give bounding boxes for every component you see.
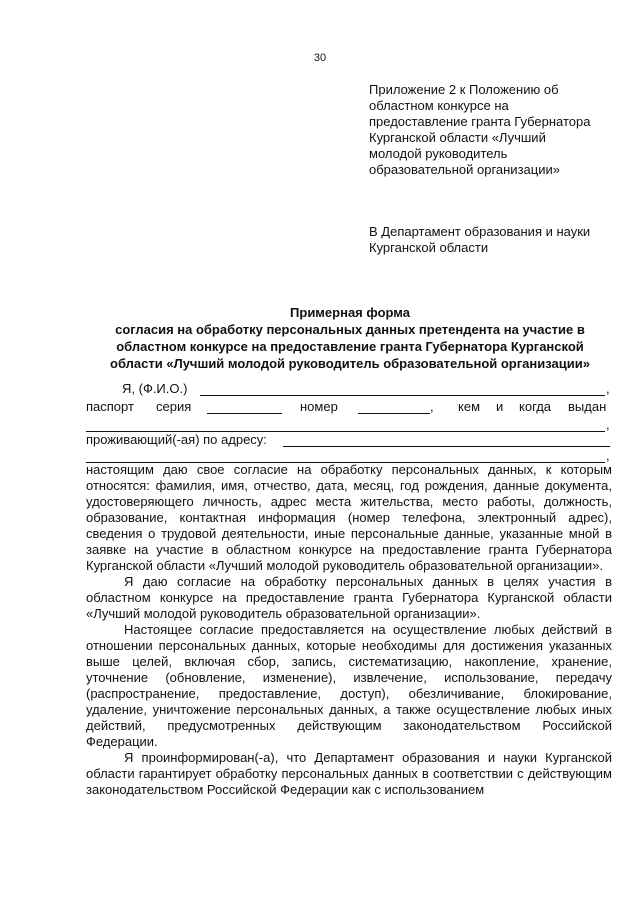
page-number: 30 — [313, 52, 327, 64]
number-comma: , — [430, 399, 434, 414]
consent-paragraph: Настоящее согласие предоставляется на осуществление любых действий в отношении персональных данных, которые необходимы для достижения указанных выше целей, включая сбор, запись, систематизацию, накопление, хранение, уточнение (обновление, изменение), извлечение, использование, передачу (распространение, предоставление, доступ), обезличивание, блокирование, удаление, уничтожение персональных данных, а также осуществление любых иных действий, предусмотренных действующим законодательством Российской Федерации. — [86, 622, 612, 749]
address-comma: , — [606, 448, 610, 463]
consent-paragraph: Я даю согласие на обработку персональных данных в целях участия в областном конкурсе на предоставление гранта Губернатора Курганской области «Лучший молодой руководитель образовательной организации». — [86, 574, 612, 621]
fio-comma: , — [606, 381, 610, 396]
appendix-line: образовательной организации» — [369, 162, 560, 177]
appendix-note — [369, 82, 619, 178]
when-label: когда — [519, 399, 552, 414]
consent-body — [86, 462, 612, 798]
appendix-line: предоставление гранта Губернатора — [369, 114, 591, 129]
addressee-line: В Департамент образования и науки — [369, 224, 591, 239]
address-field-line[interactable] — [283, 446, 610, 447]
consent-paragraph: Я проинформирован(-а), что Департамент образования и науки Курганской области гарантирует обработку персональных данных в соответствии с действующим законодательством Российской Федерации как с использованием — [86, 750, 612, 797]
address-label: проживающий(-ая) по адресу: — [86, 432, 267, 447]
form-title-line: Примерная форма — [290, 305, 410, 320]
issued-by-label: кем — [458, 399, 481, 414]
number-field-line[interactable] — [358, 413, 430, 414]
passport-label: паспорт — [86, 399, 134, 414]
issued-label: выдан — [568, 399, 607, 414]
issued-comma: , — [606, 417, 610, 432]
form-title — [60, 304, 640, 372]
form-title-line: областном конкурсе на предоставление гранта Губернатора Курганской — [116, 339, 584, 354]
appendix-line: молодой руководитель — [369, 146, 508, 161]
and-label: и — [496, 399, 504, 414]
appendix-line: областном конкурсе на — [369, 98, 509, 113]
fio-field-line[interactable] — [200, 395, 605, 396]
series-label: серия — [156, 399, 192, 414]
addressee-line: Курганской области — [369, 240, 489, 255]
fio-label: Я, (Ф.И.О.) — [122, 381, 188, 396]
consent-paragraph: настоящим даю свое согласие на обработку персональных данных, к которым относятся: фамилия, имя, отчество, дата, месяц, год рождения, данные документа, удостоверяющего личность, адрес места жительства, место работы, должность, образование, контактная информация (номер телефона, электронный адрес), сведения о трудовой деятельности, иные персональные данные, указанные мной в заявке на участие в областном конкурсе на предоставление гранта Губернатора Курганской области «Лучший молодой руководитель образовательной организации». — [86, 462, 612, 573]
series-field-line[interactable] — [207, 413, 282, 414]
appendix-line: Приложение 2 к Положению об — [369, 82, 559, 97]
number-label: номер — [300, 399, 338, 414]
appendix-line: Курганской области «Лучший — [369, 130, 546, 145]
form-title-line: области «Лучший молодой руководитель образовательной организации» — [110, 356, 590, 371]
form-title-line: согласия на обработку персональных данных претендента на участие в — [115, 322, 585, 337]
addressee — [369, 224, 619, 256]
